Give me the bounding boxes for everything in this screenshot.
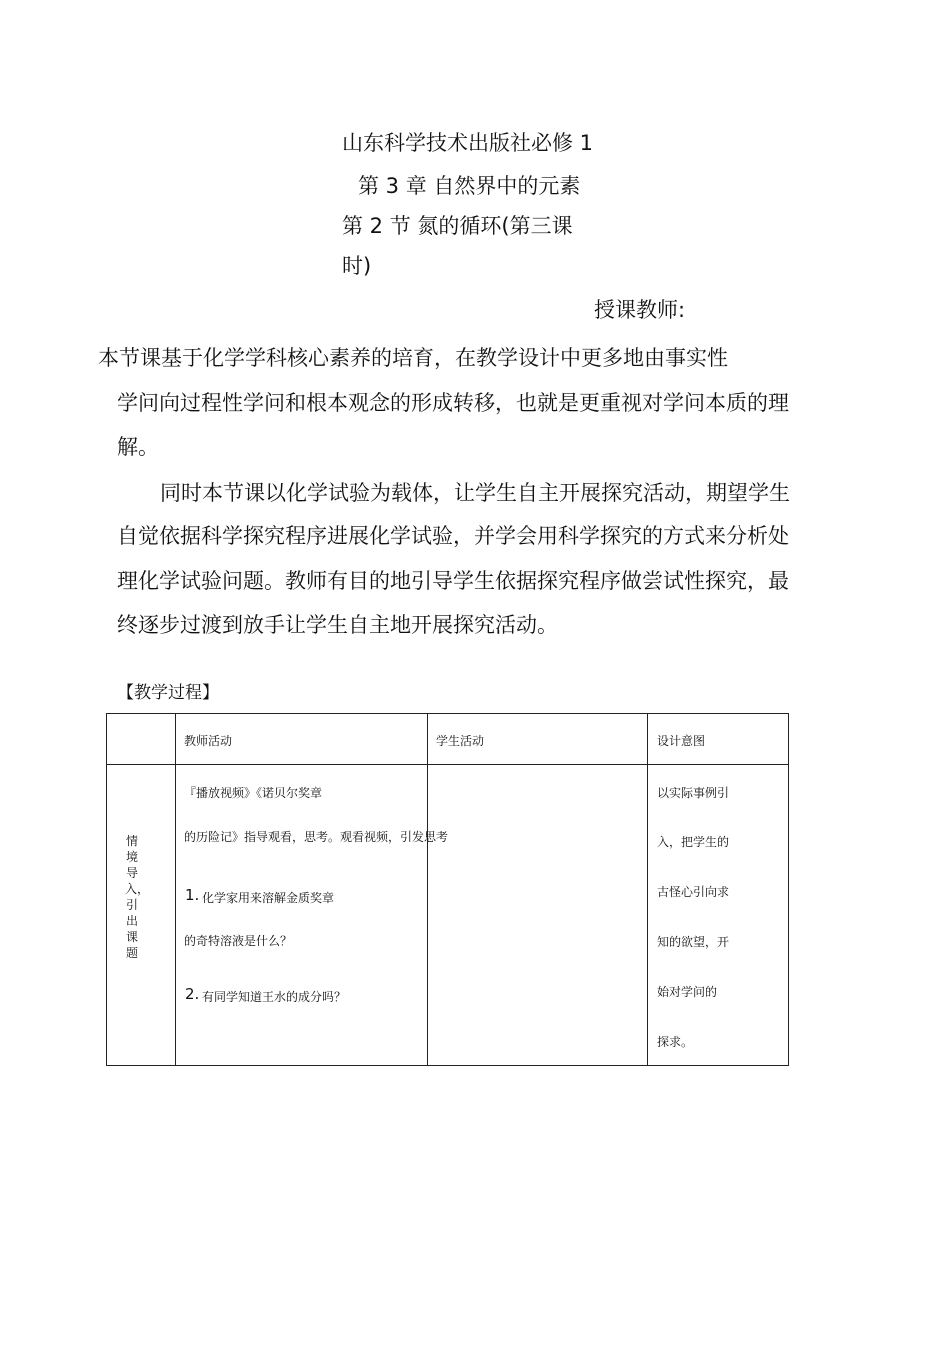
intro-p1-line3: 解。: [117, 435, 159, 459]
teacher-line-4: 的奇特溶液是什么？: [184, 934, 293, 948]
header-teacher-activity: 教师活动: [184, 734, 233, 748]
title-publisher: 山东科学技术出版社必修 1: [342, 131, 594, 155]
intro-p1-line2: 学问向过程性学问和根本观念的形成转移，也就是更重视对学问本质的理: [117, 391, 789, 415]
table-header-row: [107, 714, 789, 765]
header-student-activity: 学生活动: [436, 734, 485, 748]
intro-p2-line3: 理化学试验问题。教师有目的地引导学生依据探究程序做尝试性探究，最: [117, 569, 789, 593]
stage-label: 情境导入，引出课题: [125, 834, 150, 960]
intent-line-2: 入，把学生的: [657, 835, 730, 849]
intent-line-6: 探求。: [657, 1035, 694, 1049]
intro-p2-line4: 终逐步过渡到放手让学生自主地开展探究活动。: [117, 613, 558, 637]
table-row: [107, 765, 789, 1066]
intent-line-3: 古怪心引向求: [657, 885, 730, 899]
header-cell-intent: [648, 714, 789, 765]
header-cell-teacher: [176, 714, 428, 765]
section-title: 【教学过程】: [117, 683, 219, 703]
teacher-line-1: 『播放视频》《诺贝尔奖章: [184, 786, 323, 800]
teacher-line-3: 化学家用来溶解金质奖章: [202, 891, 335, 905]
header-design-intent: 设计意图: [657, 734, 706, 748]
design-intent-cell: [648, 765, 789, 1066]
intro-p1-line1: 本节课基于化学学科核心素养的培育，在教学设计中更多地由事实性: [98, 346, 728, 370]
intent-line-1: 以实际事例引: [657, 786, 730, 800]
intro-p2-line1: 同时本节课以化学试验为载体，让学生自主开展探究活动，期望学生: [160, 481, 790, 505]
student-activity-cell: [428, 765, 648, 1066]
title-section-cont: 时): [342, 254, 372, 278]
title-chapter: 第 3 章 自然界中的元素: [358, 174, 581, 198]
stage-cell: [107, 765, 176, 1066]
teacher-label: 授课教师:: [594, 298, 686, 322]
lesson-table: [106, 713, 789, 1066]
header-cell-stage: [107, 714, 176, 765]
header-cell-student: [428, 714, 648, 765]
intent-line-5: 始对学问的: [657, 985, 718, 999]
teacher-line-2: 的历险记》指导观看，思考。观看视频，引发思考: [184, 830, 449, 844]
question-number-1: 1.: [185, 886, 200, 904]
intro-p2-line2: 自觉依据科学探究程序进展化学试验，并学会用科学探究的方式来分析处: [117, 524, 789, 548]
teacher-line-5: 有同学知道王水的成分吗？: [202, 990, 347, 1004]
title-section: 第 2 节 氮的循环(第三课: [342, 214, 573, 238]
question-number-2: 2.: [185, 985, 200, 1003]
teacher-activity-cell: [176, 765, 449, 1066]
intent-line-4: 知的欲望，开: [657, 935, 730, 949]
